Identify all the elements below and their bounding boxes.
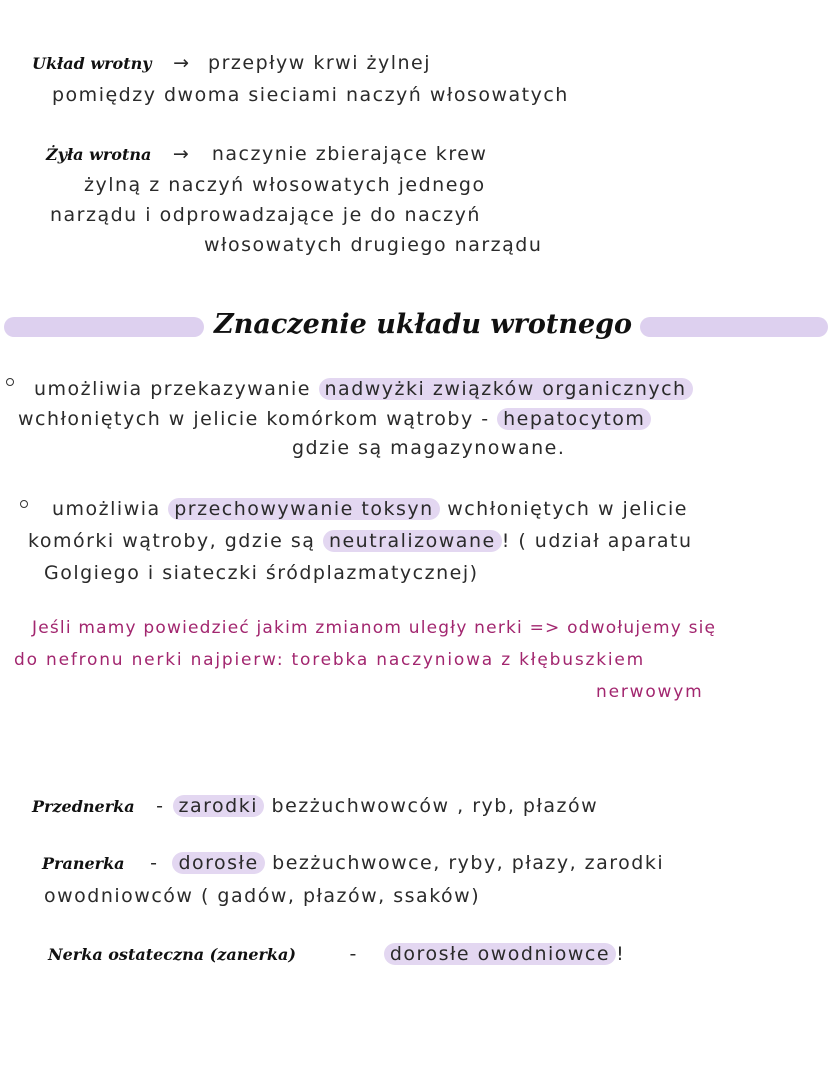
bullet-1-highlight-2: hepatocytom bbox=[497, 408, 651, 430]
bullet-2-highlight-2: neutralizowane bbox=[323, 530, 502, 552]
kidney-1 bbox=[32, 795, 598, 817]
bullet-1-line-1 bbox=[34, 378, 693, 400]
definition-2-term: Żyła wrotna bbox=[46, 145, 152, 164]
kidney-3-highlight: dorosłe owodniowce bbox=[384, 943, 616, 965]
note-line-1: Jeśli mamy powiedzieć jakim zmianom uległy nerki => odwołujemy się bbox=[32, 618, 717, 638]
definition-1-text-1: przepływ krwi żylnej bbox=[208, 52, 432, 74]
bullet-2-line-3: Golgiego i siateczki śródplazmatycznej) bbox=[44, 562, 479, 584]
heading-bar-right bbox=[640, 317, 828, 337]
note-line-3: nerwowym bbox=[596, 682, 704, 702]
bullet-1-text: umożliwia przekazywanie bbox=[34, 378, 319, 400]
kidney-3-text: ! bbox=[616, 943, 626, 965]
definition-2-text-1: naczynie zbierające krew bbox=[211, 143, 488, 165]
kidney-1-text: bezżuchwowców , ryb, płazów bbox=[264, 795, 599, 817]
kidney-1-highlight: zarodki bbox=[173, 795, 264, 817]
heading-bar-left bbox=[4, 317, 204, 337]
bullet-2-text: umożliwia bbox=[52, 498, 169, 520]
bullet-1-highlight-1: nadwyżki związków organicznych bbox=[319, 378, 693, 400]
kidney-1-term: Przednerka bbox=[32, 797, 135, 816]
kidney-2-term: Pranerka bbox=[42, 854, 125, 873]
bullet-1-line-2 bbox=[18, 408, 651, 430]
bullet-icon bbox=[20, 500, 28, 508]
bullet-1-line-3: gdzie są magazynowane. bbox=[292, 437, 566, 459]
bullet-2-text-post: wchłoniętych w jelicie bbox=[439, 498, 688, 520]
bullet-2-text-2: komórki wątroby, gdzie są bbox=[28, 530, 323, 552]
definition-1-term: Układ wrotny bbox=[32, 54, 152, 73]
kidney-3-term: Nerka ostateczna (zanerka) bbox=[48, 945, 296, 964]
definition-2-line-2: żylną z naczyń włosowatych jednego bbox=[84, 174, 486, 196]
bullet-2-highlight-1: przechowywanie toksyn bbox=[168, 498, 439, 520]
arrow-icon: → bbox=[172, 143, 191, 165]
kidney-2-text: bezżuchwowce, ryby, płazy, zarodki bbox=[264, 852, 665, 874]
definition-1-line-1 bbox=[32, 52, 431, 74]
bullet-icon bbox=[6, 378, 14, 386]
definition-1-line-2: pomiędzy dwoma sieciami naczyń włosowatych bbox=[52, 84, 569, 106]
kidney-2 bbox=[42, 852, 664, 874]
kidney-1-dash: - bbox=[156, 795, 165, 817]
definition-2-line-3: narządu i odprowadzające je do naczyń bbox=[50, 204, 481, 226]
kidney-3-dash: - bbox=[349, 943, 358, 965]
note-line-2: do nefronu nerki najpierw: torebka naczyniowa z kłębuszkiem bbox=[14, 650, 645, 670]
bullet-2-line-2 bbox=[28, 530, 693, 552]
kidney-2-dash: - bbox=[150, 852, 159, 874]
bullet-2-line-1 bbox=[52, 498, 688, 520]
definition-2-line-4: włosowatych drugiego narządu bbox=[204, 234, 543, 256]
kidney-2-line-2: owodniowców ( gadów, płazów, ssaków) bbox=[44, 885, 481, 907]
bullet-1-text-2: wchłoniętych w jelicie komórkom wątroby - bbox=[18, 408, 498, 430]
arrow-icon: → bbox=[173, 52, 191, 74]
kidney-2-highlight: dorosłe bbox=[172, 852, 264, 874]
bullet-2-text-2-post: ! ( udział aparatu bbox=[501, 530, 693, 552]
kidney-3 bbox=[48, 943, 625, 965]
section-title: Znaczenie układu wrotnego bbox=[214, 309, 633, 340]
definition-2-line-1 bbox=[46, 143, 487, 165]
